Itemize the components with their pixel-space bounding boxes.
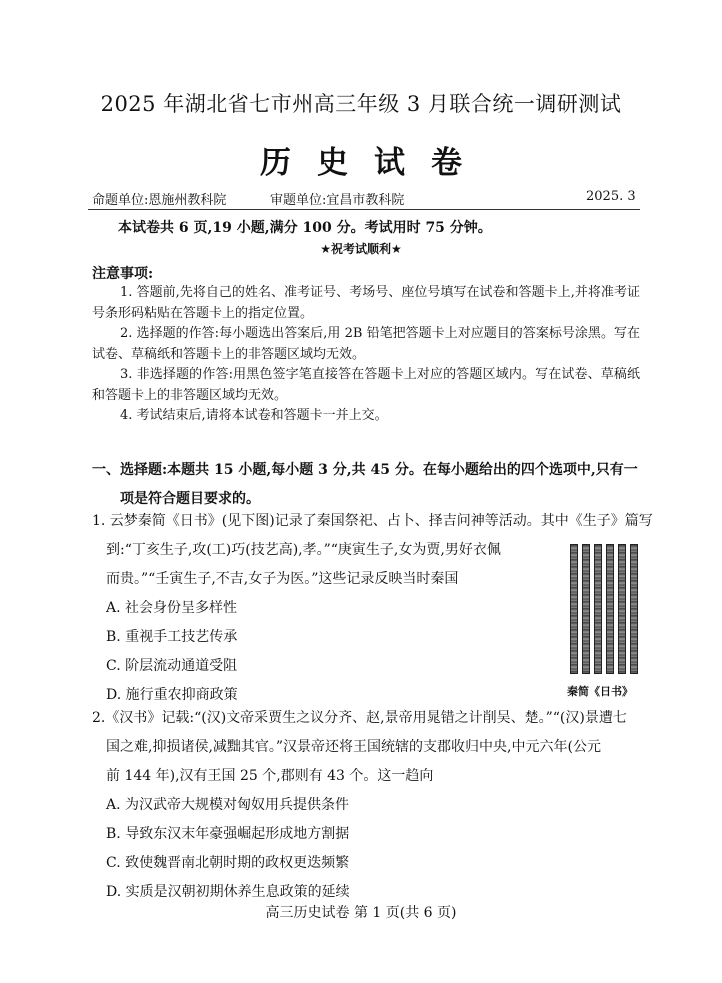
question-1 <box>92 507 653 710</box>
page-footer: 高三历史试卷 第 1 页(共 6 页) <box>265 905 457 921</box>
option-d: D. 施行重农抑商政策 <box>106 687 238 703</box>
section-heading-line: 项是符合题目要求的。 <box>120 491 260 507</box>
good-luck-banner: ★祝考试顺利★ <box>320 242 402 256</box>
question-stem-line: 前 144 年),汉有王国 25 个,郡则有 43 个。这一趋向 <box>106 768 434 784</box>
question-stem-line: 到:“丁亥生子,攻(工)巧(技艺高),孝。”“庚寅生子,女为贾,男好衣佩 <box>106 542 501 558</box>
bamboo-slip <box>618 544 626 674</box>
bamboo-slip <box>582 544 590 674</box>
option-d: D. 实质是汉朝初期休养生息政策的延续 <box>106 884 350 900</box>
header-divider <box>88 209 640 210</box>
exam-date: 2025. 3 <box>586 189 636 204</box>
question-stem-line: 1. 云梦秦简《日书》(见下图)记录了秦国祭祀、占卜、择吉问神等活动。其中《生子》篇写 <box>92 513 653 529</box>
exam-title: 2025 年湖北省七市州高三年级 3 月联合统一调研测试 <box>100 92 622 116</box>
notes-heading: 注意事项: <box>92 266 154 282</box>
note-item: 1. 答题前,先将自己的姓名、准考证号、考场号、座位号填写在试卷和答题卡上,并将准考证号条形码粘贴在答题卡上的指定位置。 <box>92 285 640 321</box>
question-stem-line: 国之难,抑损诸侯,减黜其官。”汉景帝还将王国统辖的支郡收归中央,中元六年(公元 <box>106 739 601 755</box>
setter-unit: 命题单位:恩施州教科院 <box>92 193 227 208</box>
note-item: 4. 考试结束后,请将本试卷和答题卡一并上交。 <box>120 408 388 423</box>
option-b: B. 重视手工技艺传承 <box>106 629 238 645</box>
bamboo-slip <box>594 544 602 674</box>
note-item: 2. 选择题的作答:每小题选出答案后,用 2B 铅笔把答题卡上对应题目的答案标号涂黑。写在试卷、草稿纸和答题卡上的非答题区域均无效。 <box>92 326 640 362</box>
bamboo-slip <box>570 544 578 674</box>
option-a: A. 为汉武帝大规模对匈奴用兵提供条件 <box>106 797 350 813</box>
question-stem-line: 2.《汉书》记载:“(汉)文帝采贾生之议分齐、赵,景帝用晁错之计削吴、楚。”“(汉)景遭七 <box>92 710 627 726</box>
bamboo-slips-image <box>568 544 640 674</box>
notes-list <box>92 283 640 427</box>
exam-info: 本试卷共 6 页,19 小题,满分 100 分。考试用时 75 分钟。 <box>118 220 492 236</box>
reviewer-unit: 审题单位:宜昌市教科院 <box>270 193 405 208</box>
option-c: C. 致使魏晋南北朝时期的政权更迭频繁 <box>106 855 350 871</box>
image-caption: 秦简《日书》 <box>567 685 633 698</box>
section-heading-line: 一、选择题:本题共 15 小题,每小题 3 分,共 45 分。在每小题给出的四个选项中,只有一 <box>92 462 638 478</box>
option-c: C. 阶层流动通道受阻 <box>106 658 238 674</box>
question-2 <box>92 704 640 907</box>
section-heading <box>92 456 640 514</box>
subject-title: 历史试卷 <box>260 145 488 181</box>
option-b: B. 导致东汉末年豪强崛起形成地方割据 <box>106 826 350 842</box>
question-stem-line: 而贵。”“壬寅生子,不吉,女子为医。”这些记录反映当时秦国 <box>106 571 459 587</box>
note-item: 3. 非选择题的作答:用黑色签字笔直接答在答题卡上对应的答题区域内。写在试卷、草稿纸和答题卡上的非答题区域均无效。 <box>92 367 640 403</box>
bamboo-slip <box>630 544 638 674</box>
bamboo-slip <box>606 544 614 674</box>
option-a: A. 社会身份呈多样性 <box>106 600 238 616</box>
